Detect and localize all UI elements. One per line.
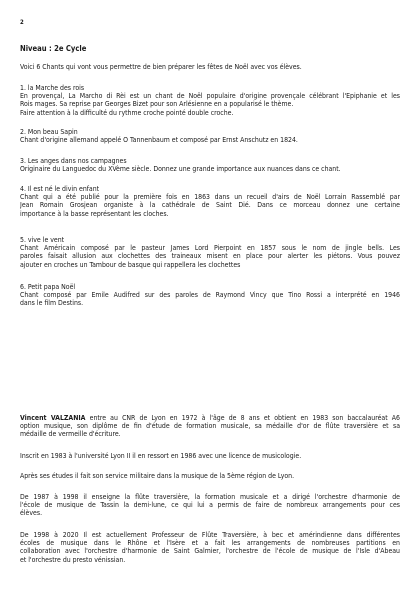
- song-description-line: Originaire du Languedoc du XVème siècle. Donnez une grande importance aux nuances dans ce chant.: [20, 165, 341, 174]
- song-entry: [20, 185, 400, 218]
- bio-line: collaboration avec l'orchestre d'harmonie de Saint Galmier, l'orchestre de l'école de musique de l'Isle d'Abeau: [20, 547, 400, 556]
- song-description-line: Jean Romain Grosjean organiste à la cathédrale de Saint Dié. Dans ce morceau donnez une certaine: [20, 201, 400, 210]
- song-description-line: Chant Américain composé par le pasteur James Lord Pierpoint en 1857 sous le nom de jingle bells. Les: [20, 244, 400, 253]
- bio-paragraph: [20, 414, 400, 439]
- bio-paragraph: [20, 452, 400, 460]
- bio-line-text: entre au CNR de Lyon en 1972 à l'âge de 8 ans et obtient en 1983 son baccalauréat A6: [85, 414, 400, 422]
- song-title: 4. Il est né le divin enfant: [20, 185, 100, 193]
- song-description-line: dans le film Destins.: [20, 299, 84, 308]
- page-number: 2: [20, 19, 24, 26]
- bio-paragraph: [20, 493, 400, 518]
- bio-line: écoles de musique dans le Rhône et l'Isère et a fait les arrangements de nombreuses partitions en: [20, 539, 400, 548]
- song-description-line: Rois mages. Sa reprise par Georges Bizet pour son Arlésienne en a popularisé le thème.: [20, 100, 294, 109]
- song-description-line: importance à la basse représentant les cloches.: [20, 209, 169, 218]
- bio-line: l'école de musique de Tassin la demi-lune, ce qui lui a permis de faire de nombreux arrangements pour ces: [20, 501, 400, 510]
- song-title: 3. Les anges dans nos campagnes: [20, 157, 127, 165]
- song-title: 6. Petit papa Noël: [20, 283, 76, 291]
- song-description-line: Chant qui a été publié pour la première fois en 1863 dans un recueil d'airs de Noël Lorrain Rassemblé par: [20, 193, 400, 202]
- bio-line: élèves.: [20, 509, 43, 518]
- bio-line: médaille de vermeille d'écriture.: [20, 430, 121, 439]
- song-description-line: Faire attention à la difficulté du rythme croche pointé double croche.: [20, 108, 234, 117]
- song-title: 2. Mon beau Sapin: [20, 128, 78, 136]
- bio-line: Après ses études il fait son service militaire dans la musique de la 5ème région de Lyon.: [20, 472, 295, 480]
- song-entry: [20, 283, 400, 308]
- bio-line: De 1998 à 2020 Il est actuellement Professeur de Flûte Traversière, à bec et amérindienne dans différentes: [20, 531, 400, 539]
- intro-paragraph: [20, 63, 400, 71]
- song-title: 5. vive le vent: [20, 236, 65, 244]
- song-description-line: Chant composé par Emile Audifred sur des paroles de Raymond Vincy que Tino Rossi a interprété en 1946: [20, 291, 400, 300]
- song-entry: [20, 157, 400, 173]
- bio-line: Inscrit en 1983 à l'université Lyon II il en ressort en 1986 avec une licence de musicologie.: [20, 452, 302, 460]
- bio-line: [20, 414, 400, 422]
- song-description-line: En provençal, La Marcho di Rèi est un chant de Noël populaire d'origine provençale célébrant l'Epiphanie et les: [20, 92, 400, 101]
- bio-line: De 1987 à 1998 il enseigne la flûte traversière, la formation musicale et a dirigé l'orchestre d'harmonie de: [20, 493, 400, 501]
- author-name: Vincent VALZANIA: [20, 414, 86, 422]
- bio-line: et l'orchestre du presto vénissian.: [20, 555, 126, 564]
- song-description-line: Chant d'origine allemand appelé O Tannenbaum et composé par Ernst Anschutz en 1824.: [20, 136, 298, 145]
- song-entry: [20, 84, 400, 117]
- bio-line: option musique, son diplôme de fin d'étude de formation musicale, sa médaille d'or de flûte traversière et sa: [20, 422, 400, 431]
- bio-paragraph: [20, 472, 400, 480]
- song-description-line: ajouter en croches un Tambour de basque qui rappellera les clochettes: [20, 260, 241, 269]
- level-heading: Niveau : 2e Cycle: [20, 44, 87, 53]
- song-description-line: paroles faisait allusion aux clochettes des traineaux misent en place pour alerter les piétons. Vous pouvez: [20, 252, 400, 261]
- bio-paragraph: [20, 531, 400, 564]
- song-entry: [20, 236, 400, 269]
- song-title: 1. la Marche des rois: [20, 84, 85, 92]
- song-entry: [20, 128, 400, 144]
- intro-text: Voici 6 Chants qui vont vous permettre de bien préparer les fêtes de Noël avec vos élèves.: [20, 63, 302, 71]
